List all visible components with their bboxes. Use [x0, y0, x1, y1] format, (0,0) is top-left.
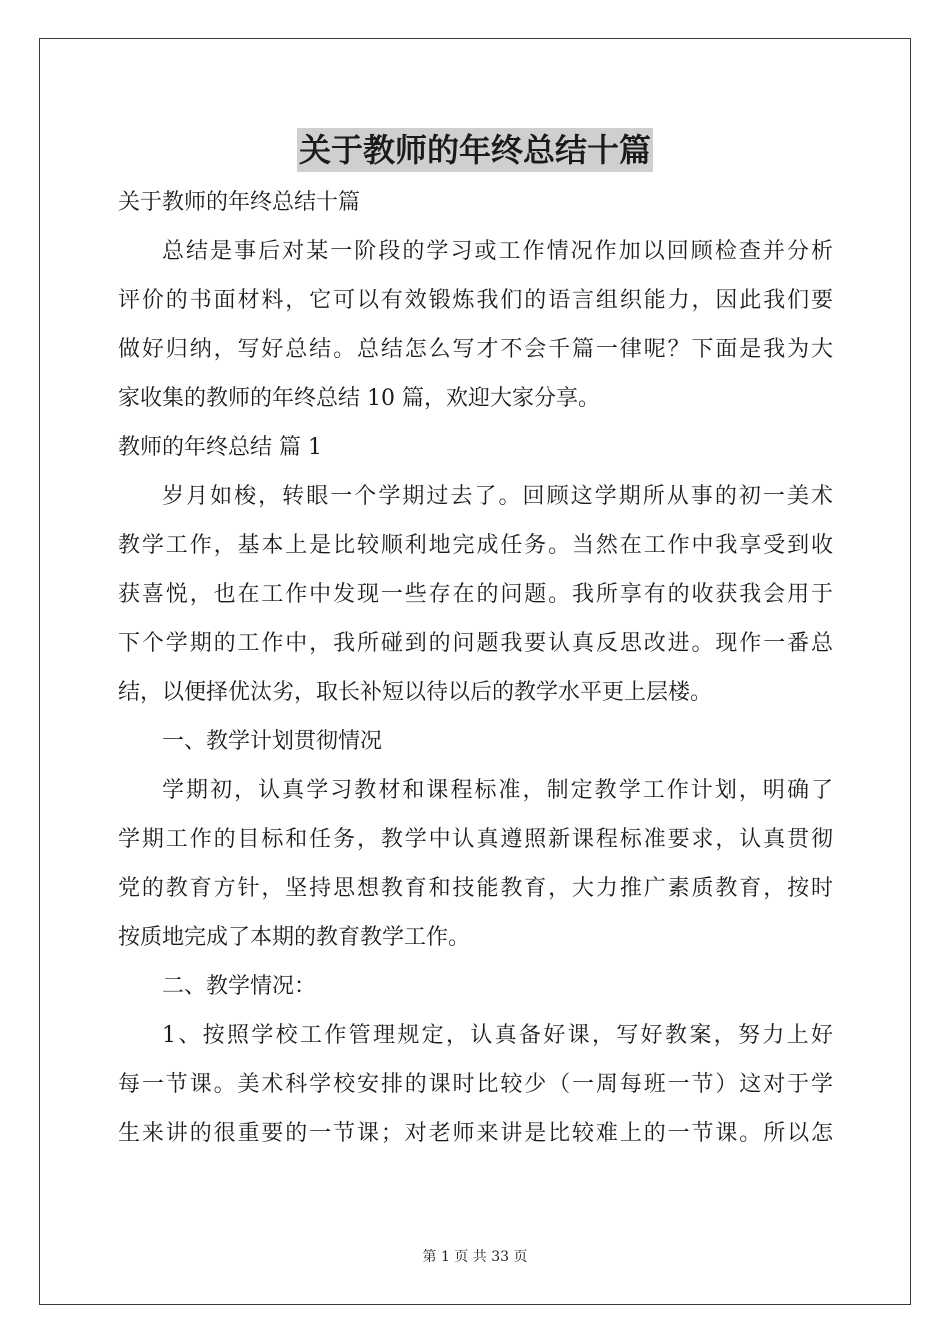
text-line: 一、教学计划贯彻情况 [162, 729, 383, 754]
page-footer [0, 1246, 950, 1266]
text-line: 1、按照学校工作管理规定，认真备好课，写好教案，努力上好 [162, 1023, 833, 1048]
text-line: 每一节课。美术科学校安排的课时比较少（一周每班一节）这对于学 [118, 1072, 833, 1097]
document-title-text: 关于教师的年终总结十篇 [297, 128, 653, 172]
text-line: 总结是事后对某一阶段的学习或工作情况作加以回顾检查并分析 [162, 239, 833, 264]
document-body [118, 178, 833, 1158]
text-line: 党的教育方针，坚持思想教育和技能教育，大力推广素质教育，按时 [118, 876, 833, 901]
text-line: 下个学期的工作中，我所碰到的问题我要认真反思改进。现作一番总 [118, 631, 833, 656]
text-line: 教师的年终总结 篇 1 [118, 435, 322, 460]
text-line: 二、教学情况： [162, 974, 317, 999]
text-line: 关于教师的年终总结十篇 [118, 190, 361, 215]
text-line: 做好归纳，写好总结。总结怎么写才不会千篇一律呢？下面是我为大 [118, 337, 833, 362]
text-line: 学期初，认真学习教材和课程标准，制定教学工作计划，明确了 [162, 778, 833, 803]
page-number: 第 1 页 共 33 页 [422, 1249, 528, 1265]
text-line: 家收集的教师的年终总结 10 篇，欢迎大家分享。 [118, 386, 600, 411]
text-line: 生来讲的很重要的一节课；对老师来讲是比较难上的一节课。所以怎 [118, 1121, 833, 1146]
text-line: 教学工作，基本上是比较顺利地完成任务。当然在工作中我享受到收 [118, 533, 833, 558]
text-line: 获喜悦，也在工作中发现一些存在的问题。我所享有的收获我会用于 [118, 582, 833, 607]
document-title [0, 128, 950, 172]
text-line: 评价的书面材料，它可以有效锻炼我们的语言组织能力，因此我们要 [118, 288, 833, 313]
text-line: 结，以便择优汰劣，取长补短以待以后的教学水平更上层楼。 [118, 680, 713, 705]
text-line: 岁月如梭，转眼一个学期过去了。回顾这学期所从事的初一美术 [162, 484, 833, 509]
text-line: 按质地完成了本期的教育教学工作。 [118, 925, 471, 950]
text-line: 学期工作的目标和任务，教学中认真遵照新课程标准要求，认真贯彻 [118, 827, 833, 852]
